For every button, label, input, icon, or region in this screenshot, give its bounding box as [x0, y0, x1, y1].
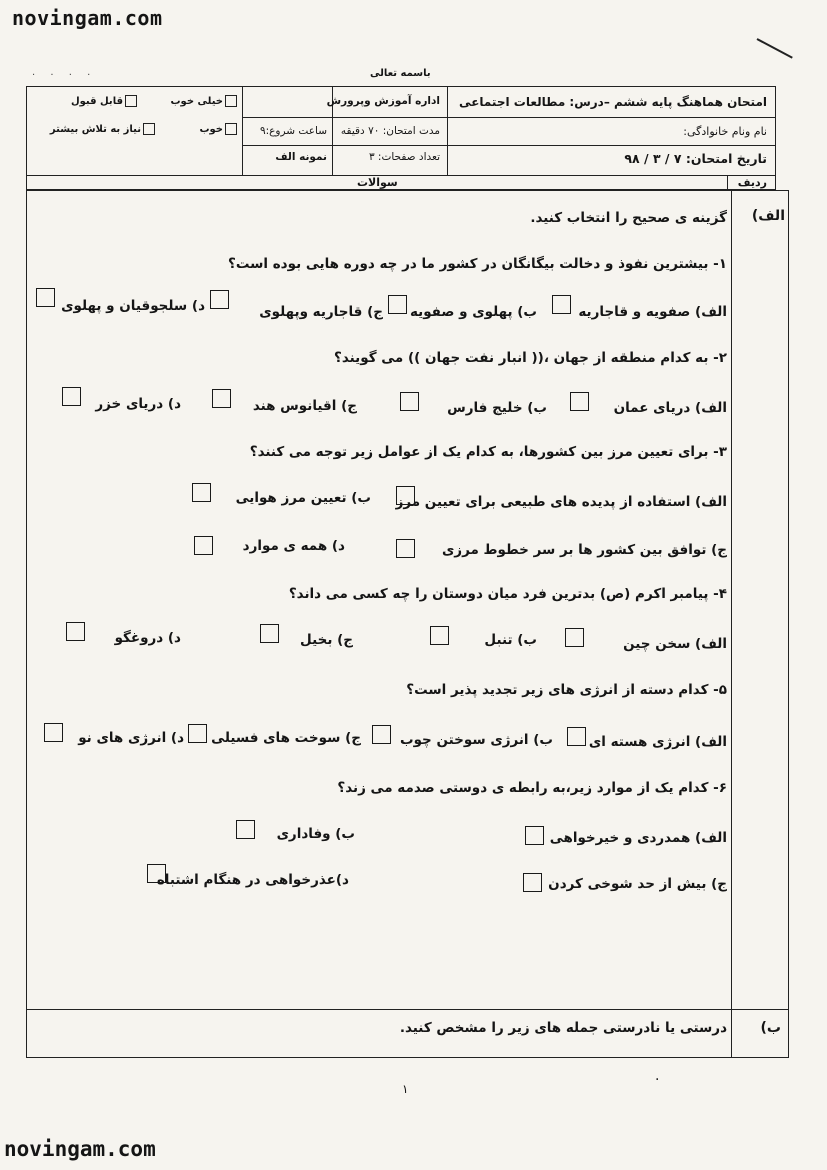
q5-option-d: د) انرژی های نو — [78, 730, 184, 746]
q6-option-a-checkbox[interactable] — [525, 826, 544, 845]
exam-title: امتحان هماهنگ پایه ششم –درس: مطالعات اجتماعی — [459, 95, 767, 109]
q6-option-d-checkbox[interactable] — [147, 864, 166, 883]
grade-needs-effort[interactable]: نیاز به تلاش بیشتر — [50, 123, 155, 135]
q4-option-b-checkbox[interactable] — [430, 626, 449, 645]
sample-label: نمونه الف — [275, 151, 327, 163]
questions-table — [26, 190, 789, 1058]
question-6: ۶- کدام یک از موارد زیر،به رابطه ی دوستی صدمه می زند؟ — [337, 780, 727, 796]
q3-option-a-checkbox[interactable] — [396, 486, 415, 505]
q5-option-b: ب) انرژی سوختن چوب — [400, 732, 553, 748]
q6-option-b: ب) وفاداری — [276, 826, 355, 842]
section-b-instruction: درستی یا نادرستی جمله های زیر را مشخص کنید. — [399, 1020, 727, 1036]
q6-option-d: د)عذرخواهی در هنگام اشتباه — [156, 872, 349, 888]
exam-date: تاریخ امتحان: ۷ / ۳ / ۹۸ — [624, 151, 767, 166]
q1-option-a: الف) صفویه و قاجاریه — [578, 304, 727, 320]
question-3: ۳- برای تعیین مرز بین کشورها، به کدام یک از عوامل زیر توجه می کنند؟ — [249, 444, 727, 460]
checkbox-icon — [225, 123, 237, 135]
watermark-top: novingam.com — [12, 6, 163, 30]
q3-option-d-checkbox[interactable] — [194, 536, 213, 555]
q4-option-d: د) دروغگو — [114, 630, 181, 646]
scan-dots: · · · · — [32, 70, 97, 81]
row-header: ردیف — [737, 176, 767, 189]
q1-option-d: د) سلجوقیان و پهلوی — [61, 298, 205, 314]
q3-option-b-checkbox[interactable] — [192, 483, 211, 502]
q6-option-c-checkbox[interactable] — [523, 873, 542, 892]
q4-option-d-checkbox[interactable] — [66, 622, 85, 641]
checkbox-icon — [143, 123, 155, 135]
education-office: اداره آموزش وپرورش — [326, 95, 440, 107]
q1-option-b-checkbox[interactable] — [388, 295, 407, 314]
q1-option-b: ب) پهلوی و صفویه — [409, 304, 537, 320]
q2-option-a: الف) دریای عمان — [613, 400, 727, 416]
q3-option-a: الف) استفاده از پدیده های طبیعی برای تعیین مرز — [395, 494, 727, 510]
grade-good[interactable]: خوب — [199, 123, 237, 135]
q5-option-c-checkbox[interactable] — [188, 724, 207, 743]
q5-option-a-checkbox[interactable] — [567, 727, 586, 746]
q1-option-a-checkbox[interactable] — [552, 295, 571, 314]
q2-option-b-checkbox[interactable] — [400, 392, 419, 411]
q5-option-c: ج) سوخت های فسیلی — [211, 730, 361, 746]
exam-duration: مدت امتحان: ۷۰ دقیقه — [340, 125, 440, 137]
page-number: ۱ — [402, 1082, 409, 1096]
q6-option-b-checkbox[interactable] — [236, 820, 255, 839]
q4-option-c-checkbox[interactable] — [260, 624, 279, 643]
q4-option-b: ب) تنبل — [484, 632, 537, 648]
question-5: ۵- کدام دسته از انرژی های زیر تجدید پذیر است؟ — [406, 682, 727, 698]
q3-option-c-checkbox[interactable] — [396, 539, 415, 558]
q1-option-d-checkbox[interactable] — [36, 288, 55, 307]
q2-option-c-checkbox[interactable] — [212, 389, 231, 408]
q1-option-c-checkbox[interactable] — [210, 290, 229, 309]
q1-option-c: ج) قاجاریه وپهلوی — [259, 304, 383, 320]
q5-option-b-checkbox[interactable] — [372, 725, 391, 744]
basmala: باسمه تعالی — [370, 68, 431, 79]
q6-option-a: الف) همدردی و خیرخواهی — [549, 830, 727, 846]
q2-option-d-checkbox[interactable] — [62, 387, 81, 406]
section-a-label: الف) — [751, 208, 785, 224]
q2-option-c: ج) اقیانوس هند — [252, 398, 357, 414]
checkbox-icon — [225, 95, 237, 107]
question-1: ۱- بیشترین نفوذ و دخالت بیگانگان در کشور ما در چه دوره هایی بوده است؟ — [227, 256, 727, 272]
watermark-bottom: novingam.com — [4, 1137, 156, 1161]
section-b-label: ب) — [760, 1020, 781, 1036]
q4-option-a-checkbox[interactable] — [565, 628, 584, 647]
exam-header — [26, 86, 776, 190]
start-time: ساعت شروع:۹ — [259, 125, 327, 137]
q3-option-d: د) همه ی موارد — [242, 538, 345, 554]
section-a-instruction: گزینه ی صحیح را انتخاب کنید. — [530, 210, 727, 226]
q6-option-c: ج) بیش از حد شوخی کردن — [548, 876, 727, 892]
question-4: ۴- پیامبر اکرم (ص) بدترین فرد میان دوستان را چه کسی می داند؟ — [288, 586, 727, 602]
q2-option-b: ب) خلیج فارس — [447, 400, 547, 416]
q4-option-c: ج) بخیل — [300, 632, 353, 648]
checkbox-icon — [125, 95, 137, 107]
q3-option-b: ب) تعیین مرز هوایی — [235, 490, 371, 506]
q2-option-a-checkbox[interactable] — [570, 392, 589, 411]
q5-option-a: الف) انرژی هسته ای — [588, 734, 727, 750]
q3-option-c: ج) توافق بین کشور ها بر سر خطوط مرزی — [441, 542, 727, 558]
q4-option-a: الف) سخن چین — [623, 636, 727, 652]
q2-option-d: د) دریای خزر — [95, 396, 181, 412]
pen-mark — [757, 38, 793, 59]
scan-mark: · — [655, 1072, 660, 1088]
grade-acceptable[interactable]: قابل قبول — [71, 95, 137, 107]
question-2: ۲- به کدام منطقه از جهان ،(( انبار نفت جهان )) می گویند؟ — [334, 350, 727, 366]
grade-very-good[interactable]: خیلی خوب — [171, 95, 238, 107]
q5-option-d-checkbox[interactable] — [44, 723, 63, 742]
student-name-field[interactable]: نام ونام خانوادگی: — [683, 125, 767, 138]
questions-header: سوالات — [357, 176, 398, 189]
page-count: تعداد صفحات: ۳ — [368, 151, 440, 163]
